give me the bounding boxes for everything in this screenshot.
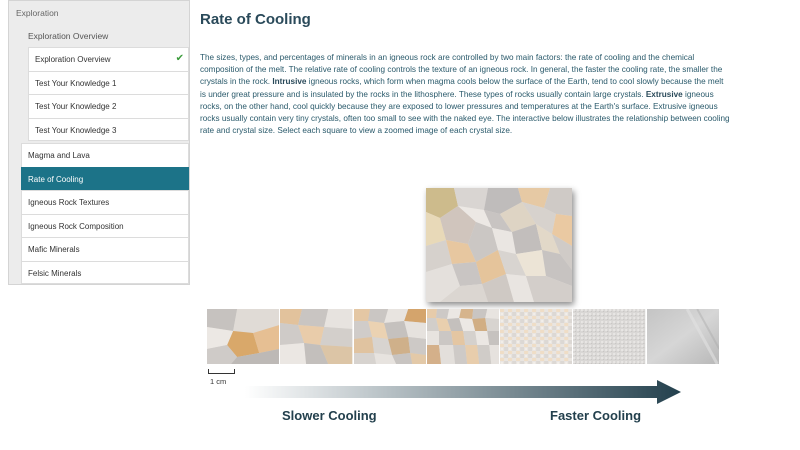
slower-cooling-label: Slower Cooling (282, 408, 377, 423)
swatch-texture (573, 309, 645, 364)
sidebar-item-label: Exploration Overview (35, 55, 111, 64)
zoomed-crystal-texture (426, 188, 572, 302)
swatch-texture (280, 309, 352, 364)
term-intrusive: Intrusive (272, 77, 307, 87)
sidebar-section-header[interactable]: Exploration (16, 8, 59, 18)
zoomed-crystal-image (426, 188, 572, 302)
crystal-swatch-4[interactable] (427, 309, 499, 364)
crystal-swatch-3[interactable] (354, 309, 426, 364)
crystal-swatch-6[interactable] (573, 309, 645, 364)
swatch-texture (207, 309, 279, 364)
sidebar-item-label: Test Your Knowledge 2 (35, 102, 117, 111)
term-extrusive: Extrusive (645, 89, 683, 99)
intro-paragraph (200, 52, 730, 137)
sidebar-item-test-your-knowledge-3[interactable] (28, 118, 189, 142)
sidebar-item-mafic-minerals[interactable]: Mafic Minerals (21, 237, 189, 261)
sidebar-children (28, 47, 189, 141)
checkmark-icon: ✔ (175, 53, 184, 64)
sidebar-item-felsic-minerals[interactable]: Felsic Minerals (21, 261, 189, 285)
sidebar-item-label: Test Your Knowledge 3 (35, 125, 117, 135)
sidebar-item-igneous-rock-composition[interactable]: Igneous Rock Composition (21, 214, 189, 238)
sidebar-subsection-header[interactable]: Exploration Overview (28, 31, 109, 41)
sidebar-item-igneous-rock-textures[interactable]: Igneous Rock Textures (21, 190, 189, 214)
crystal-swatch-5[interactable] (500, 309, 572, 364)
paragraph-text: igneous rocks, which form when magma cools below the surface of the Earth, tend to cool slowly because the melt is under great pressure and is insulated by the rocks in the lithosphere. These types of rocks usually contain large crystals. (200, 77, 724, 99)
faster-cooling-label: Faster Cooling (550, 408, 642, 423)
swatch-texture (500, 309, 572, 364)
scale-label: 1 cm (210, 377, 227, 386)
swatch-texture (647, 309, 719, 364)
sidebar-item-rate-of-cooling[interactable]: Rate of Cooling (21, 167, 189, 191)
sidebar-item-label: Test Your Knowledge 1 (35, 78, 117, 88)
page-title: Rate of Cooling (200, 11, 311, 28)
crystal-swatch-1[interactable] (207, 309, 279, 364)
cooling-rate-arrow (245, 380, 681, 404)
sidebar-item-magma-and-lava[interactable]: Magma and Lava (21, 143, 189, 167)
crystal-swatch-2[interactable] (280, 309, 352, 364)
crystal-swatch-7[interactable] (647, 309, 719, 364)
sidebar-item-exploration-overview[interactable] (28, 47, 189, 71)
crystal-swatch-row (207, 309, 719, 364)
sidebar-nav (8, 0, 190, 285)
swatch-texture (427, 309, 499, 364)
sidebar-items (21, 143, 189, 284)
scale-bar (208, 369, 235, 374)
sidebar-item-test-your-knowledge-1[interactable] (28, 71, 189, 95)
sidebar-item-test-your-knowledge-2[interactable] (28, 94, 189, 118)
paragraph-text: The sizes, types, and percentages of minerals in an igneous rock are controlled by two main factors: the rate of cooling and the chemical composition of the melt. The relative rate of cooling controls the texture of an igneous rock. In general, the faster the cooling rate, the smaller the crystals in the rock. (200, 53, 723, 87)
swatch-texture (354, 309, 426, 364)
paragraph-text: igneous rocks, on the other hand, cool quickly because they are exposed to lower pressures and temperatures at the Earth's surface. Extrusive igneous rocks usually contain very tiny crystals, often too small to see with the naked eye. The interactive below illustrates the relationship between cooling rate and crystal size. Select each square to view a zoomed image of each crystal size. (200, 89, 730, 136)
